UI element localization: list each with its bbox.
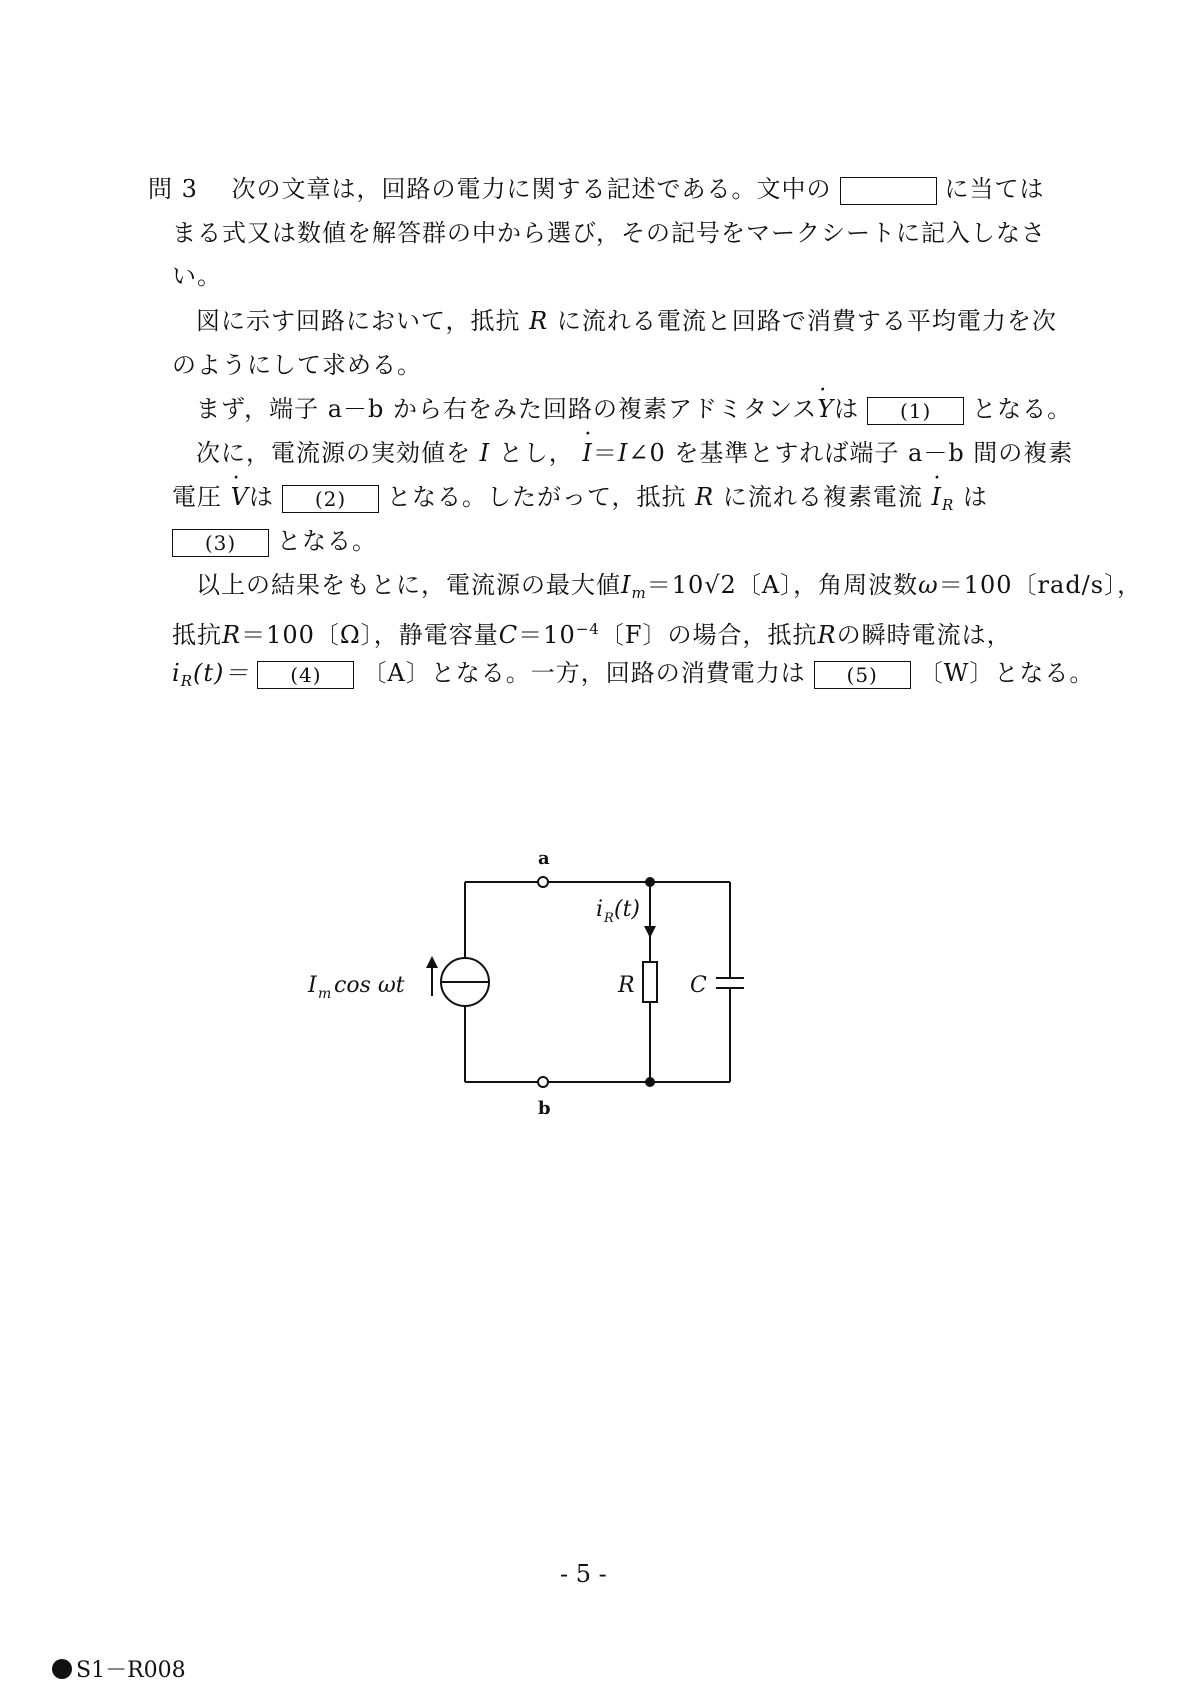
source-label-rest: cos ωt [334, 973, 405, 998]
terminal-a-label: a [538, 850, 550, 869]
blank-3: (3) [172, 529, 269, 557]
para-line-1: 図に示す回路において，抵抗 R に流れる電流と回路で消費する平均電力を次 [196, 307, 1057, 335]
junction-top [645, 877, 655, 887]
para-line-7: 以上の結果をもとに，電流源の最大値$I_m=10√2$〔A〕，角周波数ω＝100〔rad/s〕， [196, 571, 1143, 602]
para-line-2: のようにして求める。 [172, 351, 422, 379]
blank-4: (4) [257, 661, 354, 689]
resistor-symbol [643, 962, 657, 1002]
source-label-m: m [318, 986, 332, 1002]
capacitor-label: C [690, 973, 707, 998]
blank-example [840, 177, 937, 205]
para-line-9: $i_R(t)= (4)$ 〔A〕となる。一方，回路の消費電力は (5) 〔W〕となる。 [172, 659, 1095, 690]
question-line-1: 問 3 次の文章は，回路の電力に関する記述である。文中の に当ては [148, 175, 1045, 203]
terminal-a-circle [538, 877, 548, 887]
circuit-diagram [300, 850, 760, 1130]
blank-5: (5) [814, 661, 911, 689]
question-number: 問 3 [148, 175, 198, 203]
page-number: - 5 - [560, 1560, 607, 1588]
footer-code-block [52, 1653, 186, 1684]
para-line-8: 抵抗R＝100〔Ω〕，静電容量$C=10^{-4}$〔F〕の場合，抵抗Rの瞬時電流は， [172, 620, 1012, 649]
footer-code: S1－R008 [76, 1658, 186, 1683]
current-label-r: R [604, 911, 614, 926]
bullet-icon [52, 1659, 72, 1679]
para-line-5: 電圧 · Vは (2) となる。したがって，抵抗 R に流れる複素電流 · $I_R$ は [172, 476, 988, 526]
terminal-b-circle [538, 1077, 548, 1087]
para-line-3: まず，端子 a－b から右をみた回路の複素アドミタンス· Yは (1) となる。 [196, 388, 1072, 430]
current-label-i: i [596, 897, 604, 922]
current-label-t: (t) [614, 897, 641, 922]
junction-bottom [645, 1077, 655, 1087]
question-line-2: まる式又は数値を解答群の中から選び，その記号をマークシートに記入しなさ [172, 219, 1047, 247]
question-line-3: い。 [172, 262, 222, 290]
source-label-i: I [308, 973, 317, 998]
para-line-4: 次に，電流源の実効値を I とし， · I＝I∠0 を基準とすれば端子 a－b 間の複素 [196, 432, 1073, 474]
terminal-b-label: b [538, 1098, 551, 1119]
blank-2: (2) [282, 485, 379, 513]
blank-1: (1) [867, 397, 964, 425]
resistor-label: R [618, 973, 635, 998]
para-line-6: (3) となる。 [164, 520, 377, 562]
